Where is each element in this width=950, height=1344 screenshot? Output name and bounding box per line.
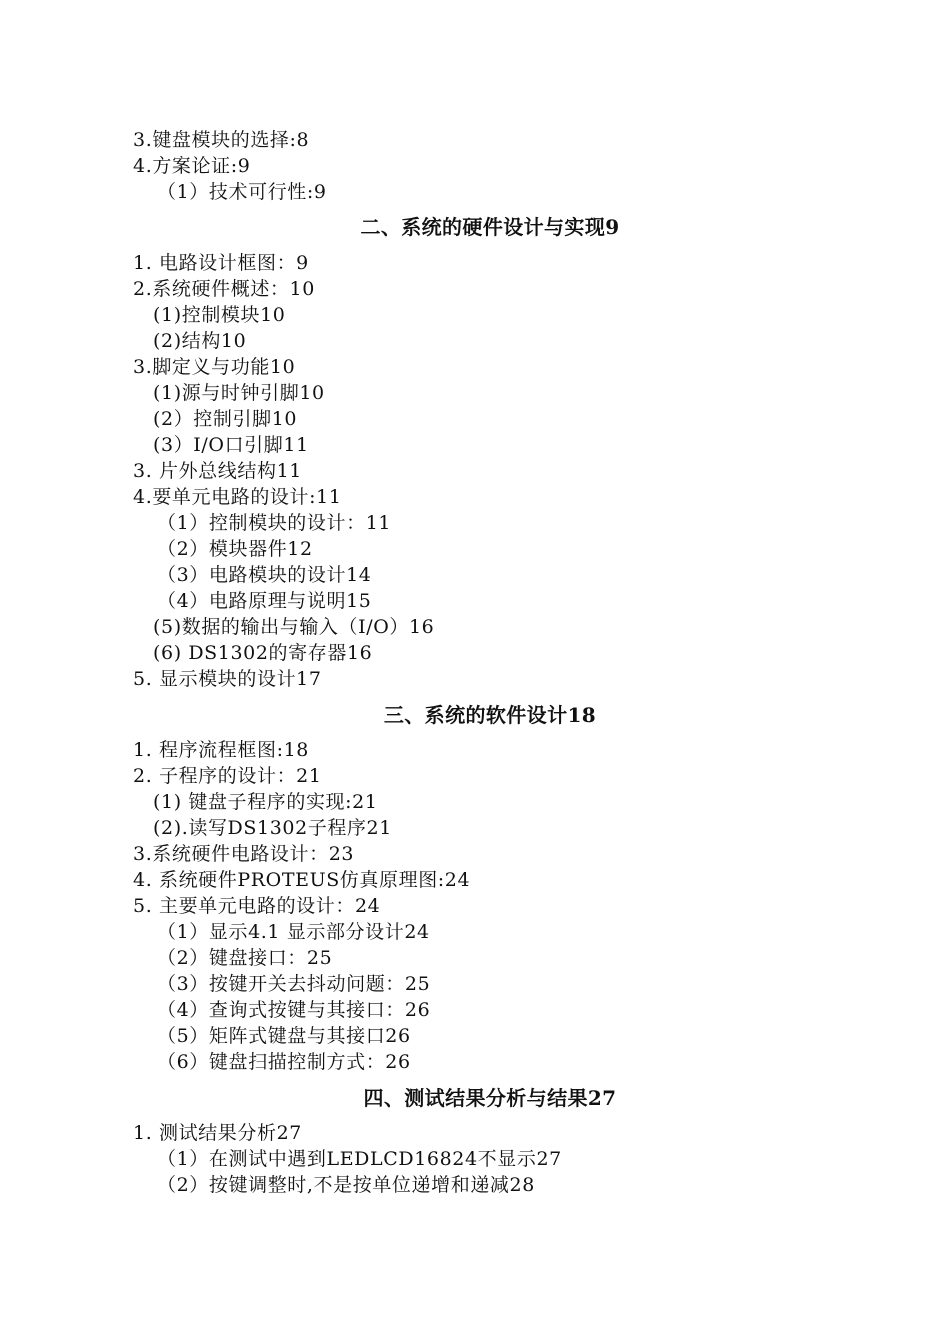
toc-heading-software: 三、系统的软件设计18 — [383, 703, 597, 727]
toc-entry: 3.键盘模块的选择:8 — [133, 129, 310, 151]
toc-entry: 5. 主要单元电路的设计：24 — [133, 895, 381, 917]
toc-entry: (3）I/O口引脚11 — [153, 434, 309, 456]
toc-entry: （1）显示4.1 显示部分设计24 — [157, 921, 430, 943]
toc-entry: (2)结构10 — [153, 330, 247, 352]
toc-entry: (2).读写DS1302子程序21 — [153, 817, 392, 839]
toc-entry: （3）电路模块的设计14 — [157, 564, 372, 586]
toc-entry: (1)源与时钟引脚10 — [153, 382, 325, 404]
toc-heading-hardware: 二、系统的硬件设计与实现9 — [360, 215, 620, 239]
toc-entry: (2）控制引脚10 — [153, 408, 298, 430]
toc-entry: (1) 键盘子程序的实现:21 — [153, 791, 378, 813]
toc-entry: （5）矩阵式键盘与其接口26 — [157, 1025, 411, 1047]
toc-entry: 5. 显示模块的设计17 — [133, 668, 322, 690]
toc-entry: (6) DS1302的寄存器16 — [153, 642, 373, 664]
toc-entry: 2.系统硬件概述：10 — [133, 278, 315, 300]
toc-heading-testing: 四、测试结果分析与结果27 — [363, 1086, 617, 1110]
toc-entry: （2）键盘接口：25 — [157, 947, 333, 969]
toc-entry: 3.脚定义与功能10 — [133, 356, 296, 378]
toc-entry: （1）在测试中遇到LEDLCD16824不显示27 — [157, 1148, 562, 1170]
toc-entry: （1）技术可行性:9 — [157, 181, 327, 203]
toc-entry: 2. 子程序的设计：21 — [133, 765, 322, 787]
toc-entry: （4）电路原理与说明15 — [157, 590, 372, 612]
toc-entry: 4.方案论证:9 — [133, 155, 251, 177]
toc-entry: （4）查询式按键与其接口：26 — [157, 999, 431, 1021]
toc-entry: 1. 电路设计框图：9 — [133, 252, 309, 274]
toc-entry: （2）按键调整时,不是按单位递增和递减28 — [157, 1174, 535, 1196]
toc-entry: （1）控制模块的设计：11 — [157, 512, 392, 534]
toc-entry: (1)控制模块10 — [153, 304, 286, 326]
toc-entry: （3）按键开关去抖动问题：25 — [157, 973, 431, 995]
toc-entry: 1. 程序流程框图:18 — [133, 739, 309, 761]
toc-entry: 3.系统硬件电路设计：23 — [133, 843, 355, 865]
toc-entry: 1. 测试结果分析27 — [133, 1122, 302, 1144]
toc-entry: （2）模块器件12 — [157, 538, 313, 560]
toc-entry: 4.要单元电路的设计:11 — [133, 486, 342, 508]
toc-entry: （6）键盘扫描控制方式：26 — [157, 1051, 411, 1073]
toc-entry: 3. 片外总线结构11 — [133, 460, 302, 482]
toc-entry: (5)数据的输出与输入（I/O）16 — [153, 616, 435, 638]
toc-entry: 4. 系统硬件PROTEUS仿真原理图:24 — [133, 869, 471, 891]
